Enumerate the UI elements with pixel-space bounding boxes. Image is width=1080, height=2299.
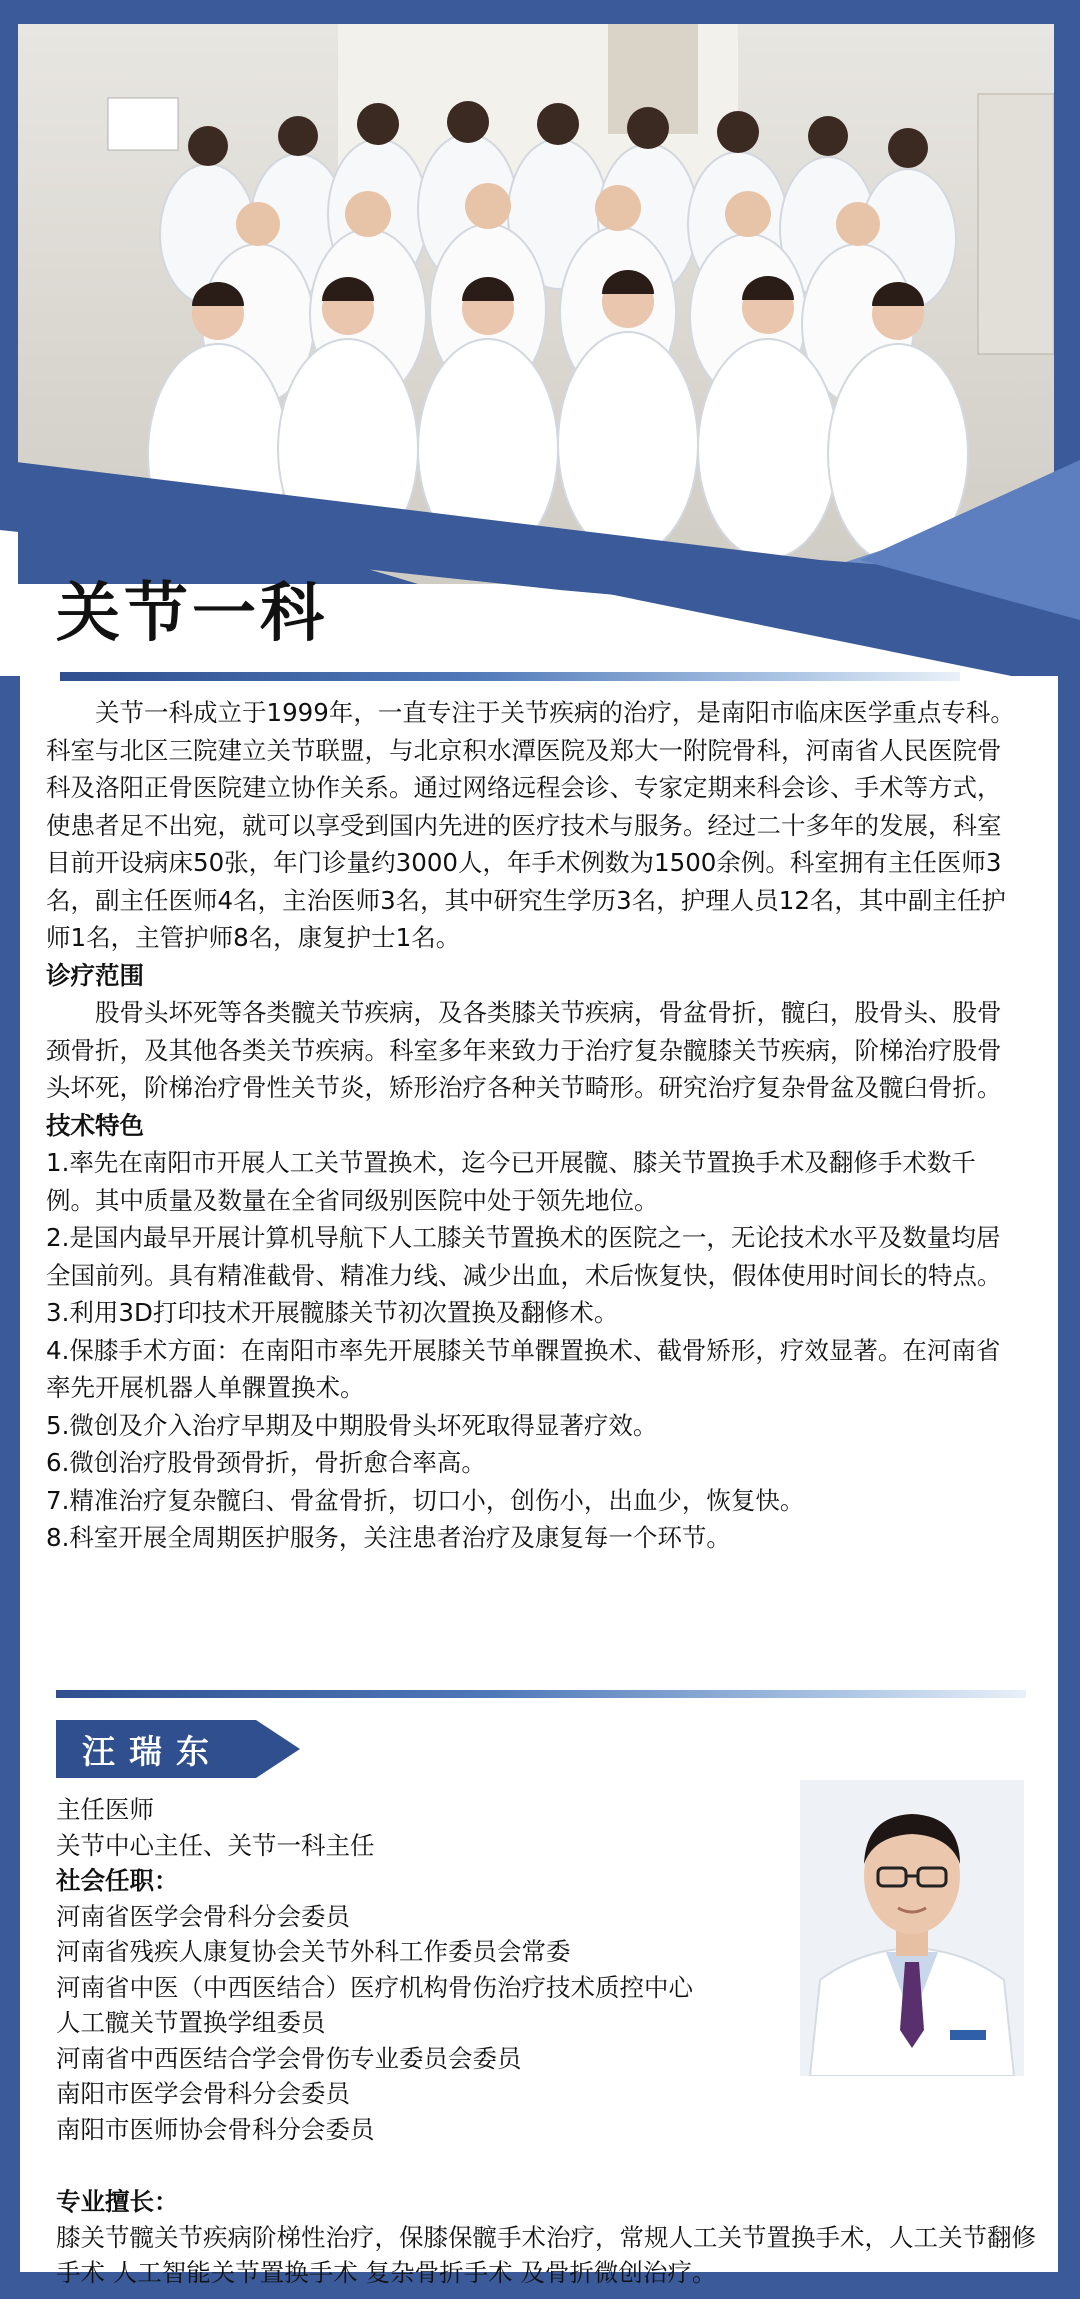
doctor-name-tag bbox=[56, 1720, 300, 1778]
doctor-title: 主任医师 bbox=[56, 1795, 154, 1824]
page-title: 关节一科 bbox=[56, 577, 328, 651]
doctor-position: 关节中心主任、关节一科主任 bbox=[56, 1830, 375, 1860]
social-role: 河南省残疾人康复协会关节外科工作委员会常委 bbox=[56, 1937, 571, 1966]
feature-item: 4.保膝手术方面：在南阳市率先开展膝关节单髁置换术、截骨矫形，疗效显著。在河南省率先开展机器人单髁置换术。 bbox=[46, 1335, 1001, 1402]
feature-item: 3.利用3D打印技术开展髋膝关节初次置换及翻修术。 bbox=[46, 1298, 619, 1327]
title-divider bbox=[60, 672, 960, 681]
scope-paragraph: 股骨头坏死等各类髋关节疾病，及各类膝关节疾病，骨盆骨折，髋臼，股骨头、股骨颈骨折，及其他各类关节疾病。科室多年来致力于治疗复杂髋膝关节疾病，阶梯治疗股骨头坏死，阶梯治疗骨性关节炎，矫形治疗各种关节畸形。研究治疗复杂骨盆及髋臼骨折。 bbox=[46, 998, 1002, 1102]
social-role: 河南省中西医结合学会骨伤专业委员会委员 bbox=[56, 2043, 522, 2073]
feature-item: 6.微创治疗股骨颈骨折，骨折愈合率高。 bbox=[46, 1448, 486, 1477]
section-divider bbox=[56, 1690, 1026, 1698]
social-role: 南阳市医师协会骨科分会委员 bbox=[56, 2114, 375, 2144]
doctor-specialty bbox=[56, 2184, 1036, 2291]
social-role: 河南省医学会骨科分会委员 bbox=[56, 1901, 350, 1931]
social-role: 南阳市医学会骨科分会委员 bbox=[56, 2079, 350, 2108]
features-heading: 技术特色 bbox=[46, 1110, 144, 1140]
feature-item: 2.是国内最早开展计算机导航下人工膝关节置换术的医院之一，无论技术水平及数量均居全国前列。具有精准截骨、精准力线、减少出血，术后恢复快，假体使用时间长的特点。 bbox=[46, 1223, 1002, 1290]
intro-paragraph: 关节一科成立于1999年，一直专注于关节疾病的治疗，是南阳市临床医学重点专科。科室与北区三院建立关节联盟，与北京积水潭医院及郑大一附院骨科，河南省人民医院骨科及洛阳正骨医院建立协作关系。通过网络远程会诊、专家定期来科会诊、手术等方式，使患者足不出宛，就可以享受到国内先进的医疗技术与服务。经过二十多年的发展，科室目前开设病床50张，年门诊量约3000人，年手术例数为1500余例。科室拥有主任医师3名，副主任医师4名，主治医师3名，其中研究生学历3名，护理人员12名，其中副主任护师1名，主管护师8名，康复护士1名。 bbox=[46, 698, 1015, 952]
social-role: 人工髋关节置换学组委员 bbox=[56, 2008, 326, 2037]
social-heading: 社会任职： bbox=[56, 1866, 179, 1895]
feature-item: 7.精准治疗复杂髋臼、骨盆骨折，切口小，创伤小，出血少，恢复快。 bbox=[46, 1485, 805, 1515]
feature-item: 5.微创及介入治疗早期及中期股骨头坏死取得显著疗效。 bbox=[46, 1410, 658, 1440]
feature-item: 1.率先在南阳市开展人工关节置换术，迄今已开展髋、膝关节置换手术及翻修手术数千例。其中质量及数量在全省同级别医院中处于领先地位。 bbox=[46, 1148, 976, 1215]
department-description bbox=[46, 694, 1020, 1557]
specialty-heading: 专业擅长： bbox=[56, 2187, 179, 2216]
doctor-portrait bbox=[800, 1780, 1024, 2076]
social-role: 河南省中医（中西医结合）医疗机构骨伤治疗技术质控中心 bbox=[56, 1972, 693, 2002]
specialty-text: 膝关节髋关节疾病阶梯性治疗，保膝保髋手术治疗，常规人工关节置换手术，人工关节翻修手术 人工智能关节置换手术 复杂骨折手术 及骨折微创治疗。 bbox=[56, 2222, 1036, 2287]
doctor-name: 汪瑞东 bbox=[82, 1732, 223, 1771]
scope-heading: 诊疗范围 bbox=[46, 960, 144, 990]
feature-item: 8.科室开展全周期医护服务，关注患者治疗及康复每一个环节。 bbox=[46, 1523, 731, 1552]
